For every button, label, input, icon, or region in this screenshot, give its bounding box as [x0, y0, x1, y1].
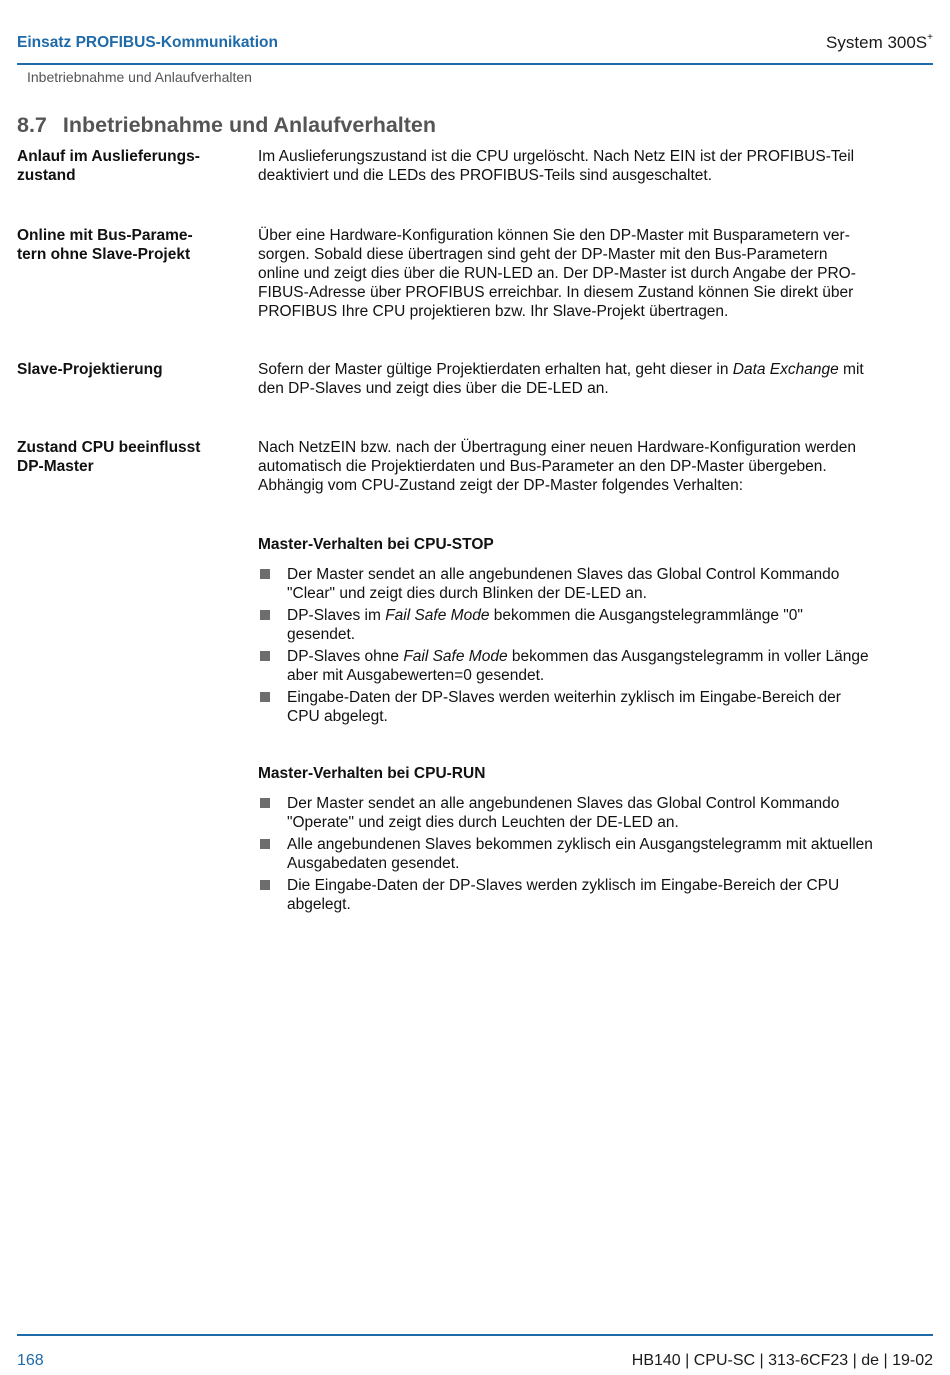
- list-item-line: CPU abgelegt.: [287, 708, 388, 725]
- list-item: [258, 565, 933, 603]
- description-line: den DP-Slaves und zeigt dies über die DE-LED an.: [258, 380, 609, 397]
- section-title-text: Inbetriebnahme und Anlaufverhalten: [62, 113, 437, 137]
- term-line: tern ohne Slave-Projekt: [17, 246, 191, 263]
- list-item-line: [287, 606, 933, 625]
- product-name-superscript: +: [927, 32, 933, 44]
- description-line: PROFIBUS Ihre CPU projektieren bzw. Ihr Slave-Projekt übertragen.: [258, 303, 729, 320]
- text-run: Sofern der Master gültige Projektierdaten erhalten hat, geht dieser in: [258, 361, 733, 378]
- list-item-line: "Clear" und zeigt dies durch Blinken der DE-LED an.: [287, 585, 647, 602]
- stop-heading: Master-Verhalten bei CPU-STOP: [258, 536, 494, 553]
- term-line: DP-Master: [17, 458, 94, 475]
- square-bullet-icon: [260, 880, 270, 890]
- row-term: [17, 226, 242, 264]
- list-item-line: gesendet.: [287, 626, 356, 643]
- square-bullet-icon: [260, 569, 270, 579]
- row-description: [258, 147, 933, 185]
- square-bullet-icon: [260, 610, 270, 620]
- document-id: HB140 | CPU-SC | 313-6CF23 | de | 19-02: [631, 1352, 933, 1369]
- term-line: Slave-Projektierung: [17, 361, 163, 378]
- page-number: 168: [17, 1352, 44, 1369]
- square-bullet-icon: [260, 839, 270, 849]
- text-run: DP-Slaves ohne: [287, 648, 404, 665]
- description-line: deaktiviert und die LEDs des PROFIBUS-Teils sind ausgeschaltet.: [258, 167, 713, 184]
- list-item: [258, 688, 933, 726]
- description-line: Im Auslieferungszustand ist die CPU urgelöscht. Nach Netz EIN ist der PROFIBUS-Teil: [258, 148, 855, 165]
- row-description: [258, 360, 933, 398]
- section-title: [17, 113, 436, 138]
- header-subheading: Inbetriebnahme und Anlaufverhalten: [27, 69, 252, 85]
- row-term: [17, 360, 242, 379]
- list-item-line: [287, 647, 933, 666]
- square-bullet-icon: [260, 798, 270, 808]
- row-term: [17, 147, 242, 185]
- row-term: [17, 438, 242, 476]
- run-heading: Master-Verhalten bei CPU-RUN: [258, 765, 486, 782]
- description-line: [258, 360, 933, 379]
- footer-divider: [17, 1334, 933, 1336]
- run-bullet-list: [258, 794, 933, 917]
- term-line: Anlauf im Auslieferungs-: [17, 148, 200, 165]
- term-line: Zustand CPU beeinflusst: [17, 439, 201, 456]
- header-chapter-title: Einsatz PROFIBUS-Kommunikation: [17, 34, 278, 51]
- list-item: [258, 835, 933, 873]
- section-number: 8.7: [17, 113, 47, 137]
- square-bullet-icon: [260, 651, 270, 661]
- description-line: sorgen. Sobald diese übertragen sind geht der DP-Master mit den Bus-Parametern: [258, 246, 828, 263]
- text-run: bekommen das Ausgangstelegramm in voller Länge: [507, 648, 869, 665]
- list-item: [258, 794, 933, 832]
- text-run: DP-Slaves im: [287, 607, 386, 624]
- text-run: mit: [838, 361, 864, 378]
- list-item-line: Die Eingabe-Daten der DP-Slaves werden zyklisch im Eingabe-Bereich der CPU: [287, 877, 840, 894]
- list-item-line: abgelegt.: [287, 896, 351, 913]
- description-line: Über eine Hardware-Konfiguration können Sie den DP-Master mit Busparametern ver-: [258, 227, 850, 244]
- description-line: Nach NetzEIN bzw. nach der Übertragung einer neuen Hardware-Konfiguration werden: [258, 439, 856, 456]
- square-bullet-icon: [260, 692, 270, 702]
- header-divider: [17, 63, 933, 65]
- emphasis-text: Data Exchange: [732, 361, 839, 378]
- emphasis-text: Fail Safe Mode: [403, 648, 508, 665]
- row-description: [258, 438, 933, 495]
- description-line: automatisch die Projektierdaten und Bus-Parameter an den DP-Master übergeben.: [258, 458, 827, 475]
- text-run: bekommen die Ausgangstelegrammlänge "0": [489, 607, 803, 624]
- list-item-line: Der Master sendet an alle angebundenen Slaves das Global Control Kommando: [287, 566, 840, 583]
- list-item: [258, 606, 933, 644]
- term-line: zustand: [17, 167, 76, 184]
- list-item-line: Eingabe-Daten der DP-Slaves werden weiterhin zyklisch im Eingabe-Bereich der: [287, 689, 841, 706]
- row-description: [258, 226, 933, 321]
- description-line: Abhängig vom CPU-Zustand zeigt der DP-Master folgendes Verhalten:: [258, 477, 744, 494]
- product-name-text: System 300S: [826, 33, 928, 52]
- stop-bullet-list: [258, 565, 933, 729]
- list-item-line: aber mit Ausgabewerten=0 gesendet.: [287, 667, 545, 684]
- header-product-name: [826, 33, 933, 53]
- list-item-line: Der Master sendet an alle angebundenen Slaves das Global Control Kommando: [287, 795, 840, 812]
- term-line: Online mit Bus-Parame-: [17, 227, 193, 244]
- list-item-line: Ausgabedaten gesendet.: [287, 855, 460, 872]
- description-line: FIBUS-Adresse über PROFIBUS erreichbar. In diesem Zustand können Sie direkt über: [258, 284, 854, 301]
- list-item-line: "Operate" und zeigt dies durch Leuchten der DE-LED an.: [287, 814, 679, 831]
- description-line: online und zeigt dies über die RUN-LED an. Der DP-Master ist durch Angabe der PRO-: [258, 265, 856, 282]
- emphasis-text: Fail Safe Mode: [385, 607, 490, 624]
- list-item: [258, 647, 933, 685]
- list-item: [258, 876, 933, 914]
- list-item-line: Alle angebundenen Slaves bekommen zyklisch ein Ausgangstelegramm mit aktuellen: [287, 836, 873, 853]
